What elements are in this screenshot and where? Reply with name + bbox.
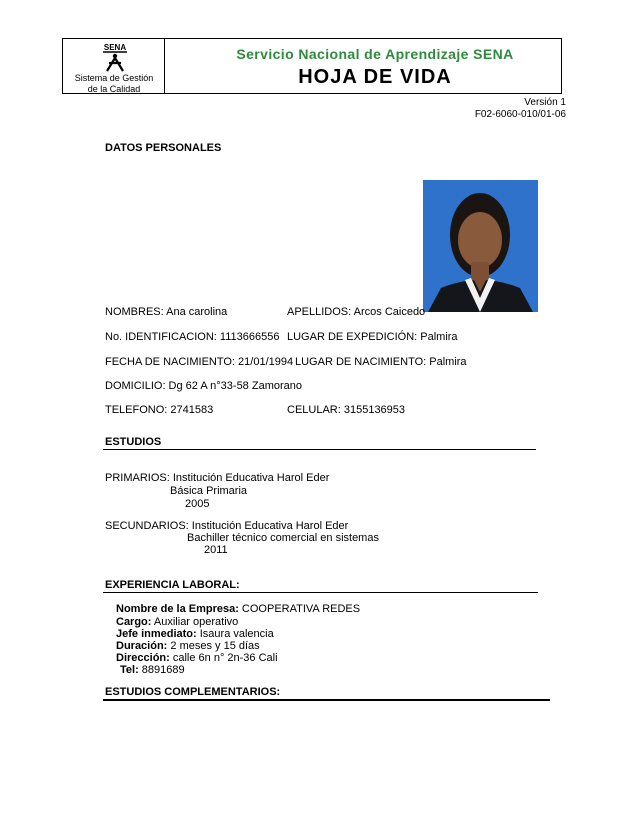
field-telefono: TELEFONO: 2741583 — [105, 404, 214, 416]
complementarios-divider — [103, 699, 550, 701]
exp-empresa — [116, 603, 360, 615]
exp-cargo-value: Auxiliar operativo — [151, 616, 239, 628]
document-code: F02-6060-010/01-06 — [474, 109, 566, 120]
exp-jefe-label: Jefe inmediato: — [116, 628, 197, 640]
profile-photo — [423, 180, 538, 312]
exp-jefe-value: Isaura valencia — [196, 628, 274, 640]
field-primarios-nivel: Básica Primaria — [170, 485, 248, 497]
exp-tel-value: 8891689 — [138, 664, 185, 676]
exp-duracion-value: 2 meses y 15 días — [167, 640, 260, 652]
exp-empresa-value: COOPERATIVA REDES — [238, 603, 361, 615]
exp-direccion — [116, 652, 278, 664]
field-fecha-nacimiento: FECHA DE NACIMIENTO: 21/01/1994 — [105, 356, 294, 368]
exp-tel — [120, 664, 185, 676]
section-title-datos-personales: DATOS PERSONALES — [105, 142, 222, 154]
org-title: Servicio Nacional de Aprendizaje SENA — [236, 46, 514, 62]
field-nombres: NOMBRES: Ana carolina — [105, 306, 228, 318]
version-label: Versión 1 — [524, 97, 566, 108]
sena-logo — [99, 41, 131, 73]
field-secundarios-titulo: Bachiller técnico comercial en sistemas — [187, 532, 379, 544]
section-title-estudios: ESTUDIOS — [105, 436, 162, 448]
field-lugar-nacimiento: LUGAR DE NACIMIENTO: Palmira — [295, 356, 467, 368]
exp-direccion-value: calle 6n n° 2n-36 Cali — [169, 652, 278, 664]
field-secundarios: SECUNDARIOS: Institución Educativa Harol Eder — [105, 520, 349, 532]
exp-duracion-label: Duración: — [116, 640, 168, 652]
experiencia-divider — [103, 592, 538, 593]
field-secundarios-year: 2011 — [204, 544, 228, 556]
exp-duracion — [116, 640, 260, 652]
document-title: HOJA DE VIDA — [298, 66, 452, 88]
field-identificacion: No. IDENTIFICACION: 1113666556 — [105, 331, 280, 343]
field-apellidos: APELLIDOS: Arcos Caicedo — [287, 306, 426, 318]
system-line-2: de la Calidad — [87, 84, 141, 94]
exp-direccion-label: Dirección: — [116, 652, 170, 664]
exp-cargo-label: Cargo: — [116, 616, 152, 628]
exp-jefe — [116, 628, 274, 640]
sena-logo-text: SENA — [103, 43, 127, 52]
estudios-divider — [103, 449, 536, 450]
system-line-1: Sistema de Gestión — [74, 73, 154, 83]
section-title-experiencia: EXPERIENCIA LABORAL: — [105, 579, 240, 591]
exp-cargo — [116, 616, 238, 628]
field-primarios: PRIMARIOS: Institución Educativa Harol Eder — [105, 472, 330, 484]
field-domicilio: DOMICILIO: Dg 62 A n°33-58 Zamorano — [105, 380, 302, 392]
exp-empresa-label: Nombre de la Empresa: — [116, 603, 239, 615]
section-title-complementarios: ESTUDIOS COMPLEMENTARIOS: — [105, 686, 281, 698]
profile-photo-image — [423, 180, 538, 312]
field-primarios-year: 2005 — [185, 498, 210, 510]
header-divider — [164, 38, 165, 94]
field-celular: CELULAR: 3155136953 — [287, 404, 406, 416]
field-lugar-expedicion: LUGAR DE EXPEDICIÓN: Palmira — [287, 331, 458, 343]
system-label — [64, 73, 164, 95]
exp-tel-label: Tel: — [120, 664, 139, 676]
